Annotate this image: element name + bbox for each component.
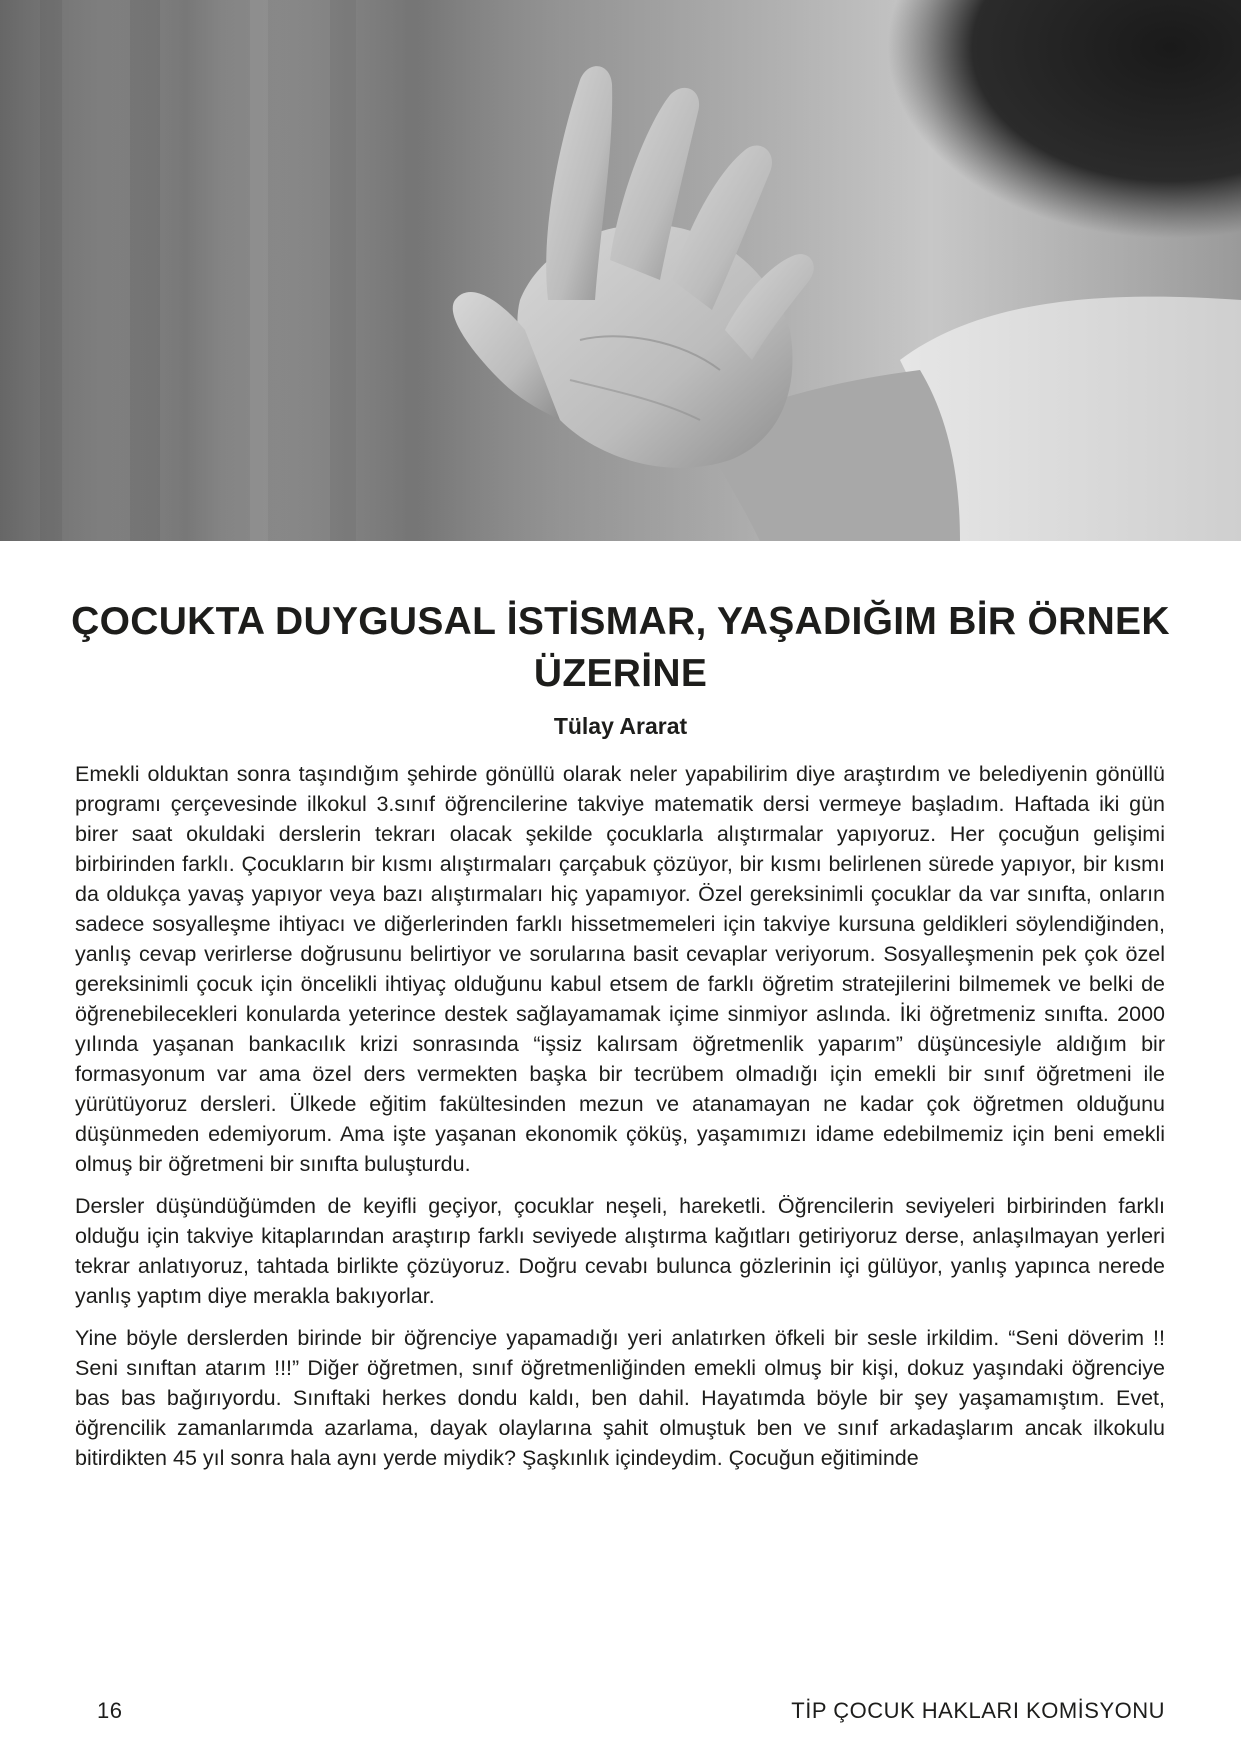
article-paragraph-1: Emekli olduktan sonra taşındığım şehirde gönüllü olarak neler yapabilirim diye araştırdım ve belediyenin gönüllü programı çerçevesinde ilkokul 3.sınıf öğrencilerine takviye matematik dersi vermeye başladım. Haftada iki gün birer saat okuldaki derslerin tekrarı olacak şekilde çocuklarla alıştırmalar yapıyoruz. Her çocuğun gelişimi birbirinden farklı. Çocukların bir kısmı alıştırmaları çarçabuk çözüyor, bir kısmı belirlenen sürede yapıyor, bir kısmı da oldukça yavaş yapıyor veya bazı alıştırmaları hiç yapamıyor. Özel gereksinimli çocuklar da var sınıfta, onların sadece sosyalleşme ihtiyacı ve diğerlerinden farklı hissetmemeleri için takviye kursuna geldikleri söylendiğinden, yanlış cevap verirlerse doğrusunu belirtiyor ve sorularına basit cevaplar veriyorum. Sosyalleşmenin pek çok özel gereksinimli çocuk için öncelikli ihtiyaç olduğunu kabul etsem de farklı öğretim stratejilerini bilmemek ve belki de öğrenebilecekleri konularda yeterince destek sağlayamamak içime sinmiyor aslında. İki öğretmeniz sınıfta. 2000 yılında yaşanan bankacılık krizi sonrasında “işsiz kalırsam öğretmenlik yaparım” düşüncesiyle aldığım bir formasyonum var ama özel ders vermekten başka bir tecrübem olmadığı için emekli bir sınıf öğretmeni ile yürütüyoruz dersleri. Ülkede eğitim fakültesinden mezun ve atanamayan ne kadar çok öğretmen olduğunu düşünmeden edemiyorum. Ama işte yaşanan ekonomik çöküş, yaşamımızı idame edebilmemiz için beni emekli olmuş bir öğretmeni bir sınıfta buluşturdu.	[75, 762, 1165, 1176]
page-number: 16	[97, 1698, 123, 1723]
article-title: ÇOCUKTA DUYGUSAL İSTİSMAR, YAŞADIĞIM BİR ÖRNEK ÜZERİNE	[71, 600, 1170, 695]
hero-photo	[0, 0, 1241, 541]
publication-name: TİP ÇOCUK HAKLARI KOMİSYONU	[791, 1698, 1165, 1723]
article-paragraph-2: Dersler düşündüğümden de keyifli geçiyor, çocuklar neşeli, hareketli. Öğrencilerin seviyeleri birbirinden farklı olduğu için takviye kitaplarından araştırıp farklı seviyede alıştırma kağıtları getiriyoruz derse, anlaşılmayan yerleri tekrar anlatıyoruz, tahtada birlikte çözüyoruz. Doğru cevabı bulunca gözlerinin içi gülüyor, yanlış yapınca nerede yanlış yaptım diye merakla bakıyorlar.	[75, 1194, 1165, 1308]
child-raised-hand-photo-icon	[0, 0, 1241, 541]
article-paragraph-3: Yine böyle derslerden birinde bir öğrenciye yapamadığı yeri anlatırken öfkeli bir sesle irkildim. “Seni döverim !! Seni sınıftan atarım !!!” Diğer öğretmen, sınıf öğretmenliğinden emekli olmuş bir kişi, dokuz yaşındaki öğrenciye bas bas bağırıyordu. Sınıftaki herkes dondu kaldı, ben dahil. Hayatımda böyle bir şey yaşamamıştım. Evet, öğrencilik zamanlarımda azarlama, dayak olaylarına şahit olmuştuk ben ve sınıf arkadaşlarım ancak ilkokulu bitirdikten 45 yıl sonra hala aynı yerde miydik? Şaşkınlık içindeydim. Çocuğun eğitiminde	[75, 1326, 1165, 1470]
article-author: Tülay Ararat	[553, 713, 688, 739]
article-body	[75, 759, 1165, 1485]
